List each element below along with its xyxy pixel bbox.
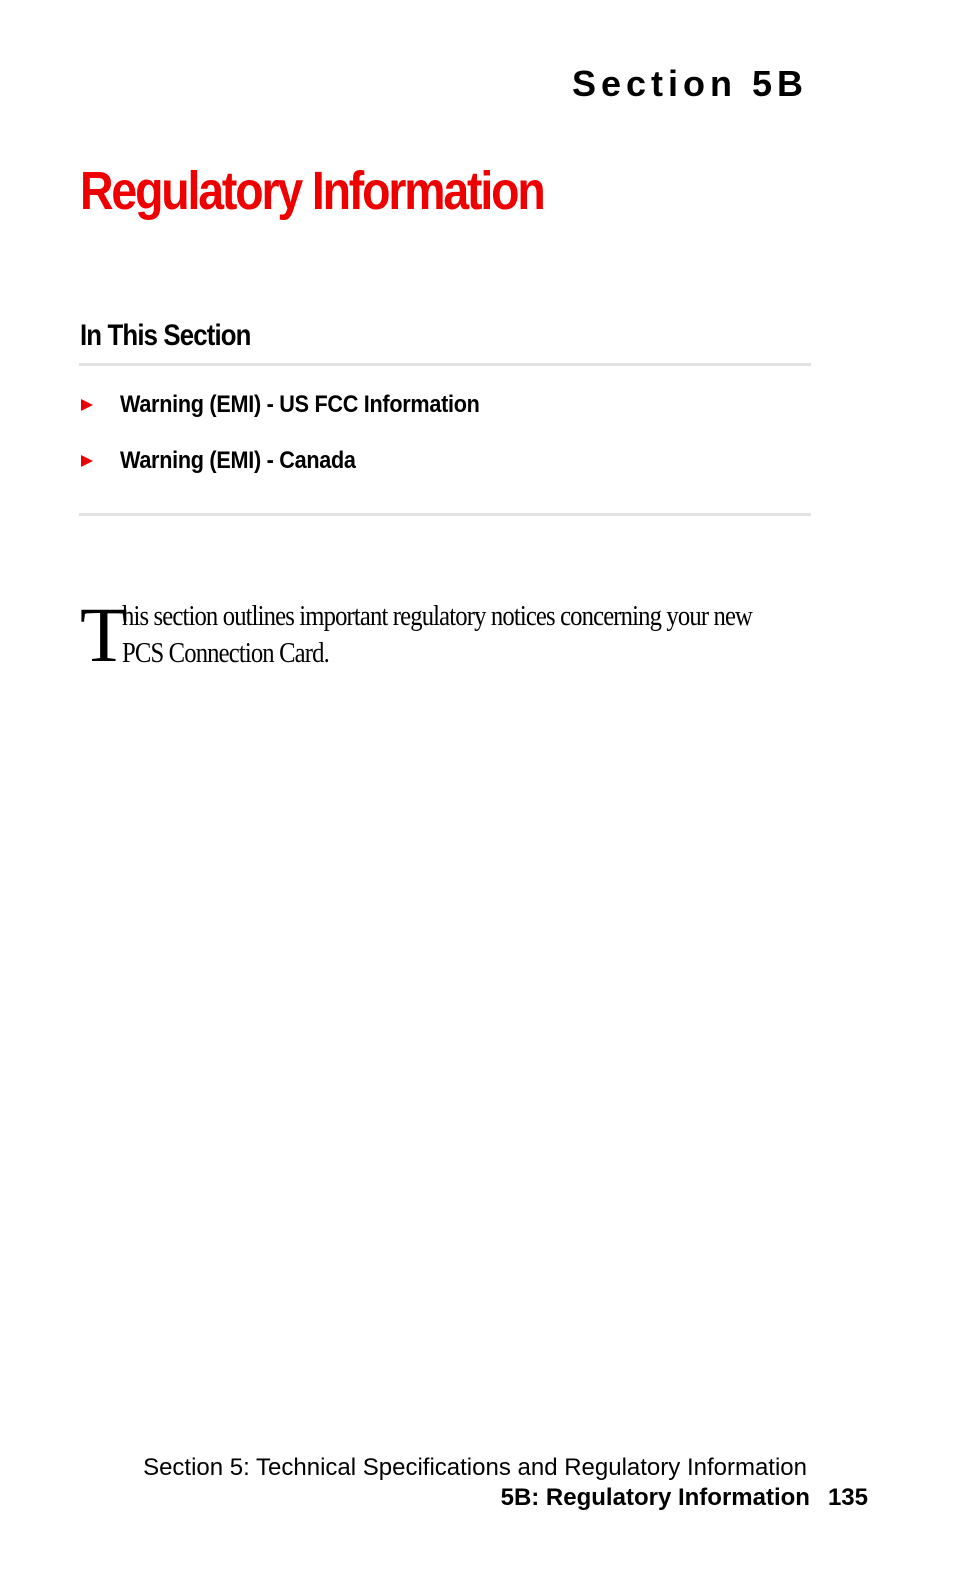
toc-item-us-fcc[interactable] (80, 390, 520, 446)
page-number: 135 (827, 1484, 868, 1511)
toc-item-label[interactable]: Warning (EMI) - US FCC Information (120, 391, 480, 418)
triangle-right-icon (80, 390, 120, 424)
drop-cap: T (80, 591, 128, 678)
toc-bottom-rule (79, 513, 811, 516)
intro-paragraph (80, 591, 810, 678)
footer-chapter: Section 5: Technical Specifications and Regulatory Information (143, 1454, 807, 1481)
footer-section: 5B: Regulatory Information (500, 1484, 810, 1511)
toc-list (80, 390, 520, 502)
intro-text: his section outlines important regulatory notices concerning your new PCS Connection Card. (122, 600, 753, 669)
toc-heading: In This Section (80, 319, 251, 352)
page-title: Regulatory Information (80, 161, 544, 221)
toc-top-rule (79, 363, 811, 366)
toc-item-canada[interactable] (80, 446, 520, 502)
triangle-right-icon (80, 446, 120, 480)
footer-section-line (501, 1484, 868, 1513)
section-label: Section 5B (571, 63, 808, 104)
toc-item-label[interactable]: Warning (EMI) - Canada (120, 447, 356, 474)
